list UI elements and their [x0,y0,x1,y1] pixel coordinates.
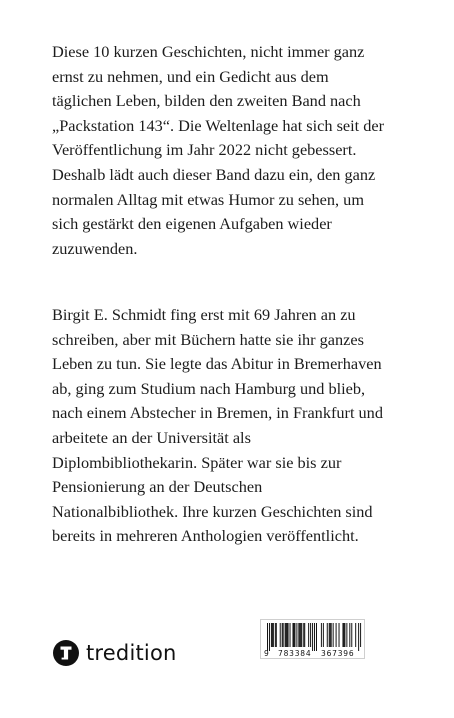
barcode-bar [355,623,356,647]
barcode-bar [314,623,315,651]
barcode-bar [293,623,294,647]
barcode-bar [296,623,297,647]
barcode-bar [273,623,274,647]
barcode-bar [299,623,300,647]
barcode-left-digits: 783384 [278,649,312,658]
barcode-bar [329,623,330,647]
description-line: Diese 10 kurzen Geschichten, nicht immer ganz [52,42,365,61]
bio-line: Nationalbibliothek. Ihre kurzen Geschichten sind [52,501,373,521]
description-line: sich gestärkt den eigenen Aufgaben wieder [52,214,332,234]
barcode-bar [333,623,334,647]
barcode-bar [292,623,293,647]
barcode-lead-digit: 9 [264,649,269,658]
barcode-bar [346,623,347,647]
bio-line: Birgit E. Schmidt fing erst mit 69 Jahren an zu [52,305,356,324]
barcode-bar [285,623,286,647]
barcode-bar [286,623,287,647]
barcode-bar [330,623,331,647]
barcode-bar [267,623,268,651]
barcode-bar [331,623,332,647]
barcode-bar [349,623,350,647]
barcode-bar [321,623,322,647]
barcode-bar [342,623,343,647]
barcode-bar [351,623,352,647]
barcode-bar [280,623,281,647]
barcode-bar [336,623,337,647]
barcode-bars [267,623,362,651]
barcode-bar [344,623,345,647]
barcode-bar [294,623,295,647]
barcode-bar [269,623,270,651]
barcode-bar [298,623,299,647]
bio-line: nach einem Abstecher in Bremen, in Frankfurt und [52,403,383,423]
bio-line: bereits in mehreren Anthologien veröffentlicht. [52,526,359,546]
bio-line: Pensionierung an der Deutschen [52,477,263,497]
tredition-logo-icon [53,640,79,666]
description-line: Deshalb lädt auch dieser Band dazu ein, den ganz [52,164,376,184]
barcode-bar [303,623,304,647]
barcode-bar [287,623,288,647]
barcode-bar [316,623,317,651]
barcode-bar [323,623,324,647]
barcode-bar [272,623,273,647]
bio-line: ab, ging zum Studium nach Hamburg und blieb, [52,378,366,398]
barcode-bar [290,623,291,647]
bio-line: arbeitete an der Universität als [52,427,251,447]
barcode-bar [310,623,311,647]
description-line: „Packstation 143“. Die Weltenlage hat sich seit der [52,115,385,135]
barcode-bar [304,623,305,647]
barcode-bar [327,623,328,647]
barcode-bar [312,623,313,651]
description-line: Veröffentlichung im Jahr 2022 nicht gebessert. [52,140,357,160]
description-line: täglichen Leben, bilden den zweiten Band nach [52,91,361,111]
barcode-bar [276,623,277,647]
publisher-logo [53,638,177,668]
barcode-bar [275,623,276,647]
barcode-bar [360,623,361,647]
barcode-bar [301,623,302,647]
barcode-bar [339,623,340,647]
author-bio [52,303,422,549]
description-line: ernst zu nehmen, und ein Gedicht aus dem [52,66,329,86]
isbn-barcode [260,619,365,659]
barcode-bar [358,623,359,651]
bio-line: Diplombibliothekarin. Später war sie bis zur [52,452,342,472]
barcode-bar [343,623,344,647]
description-line: zuzuwenden. [52,238,138,258]
barcode-bar [283,623,284,647]
bio-line: Leben zu tun. Sie legte das Abitur in Bremerhaven [52,354,382,374]
barcode-bar [300,623,301,647]
barcode-bar [308,623,309,647]
book-description [52,40,422,261]
description-line: normalen Alltag mit etwas Humor zu sehen, um [52,189,364,209]
barcode-bar [271,623,272,647]
barcode-bar [282,623,283,647]
publisher-name: tredition [86,640,177,665]
barcode-bar [288,623,289,647]
bio-line: schreiben, aber mit Büchern hatte sie ihr ganzes [52,329,364,349]
barcode-right-digits: 367396 [321,649,355,658]
